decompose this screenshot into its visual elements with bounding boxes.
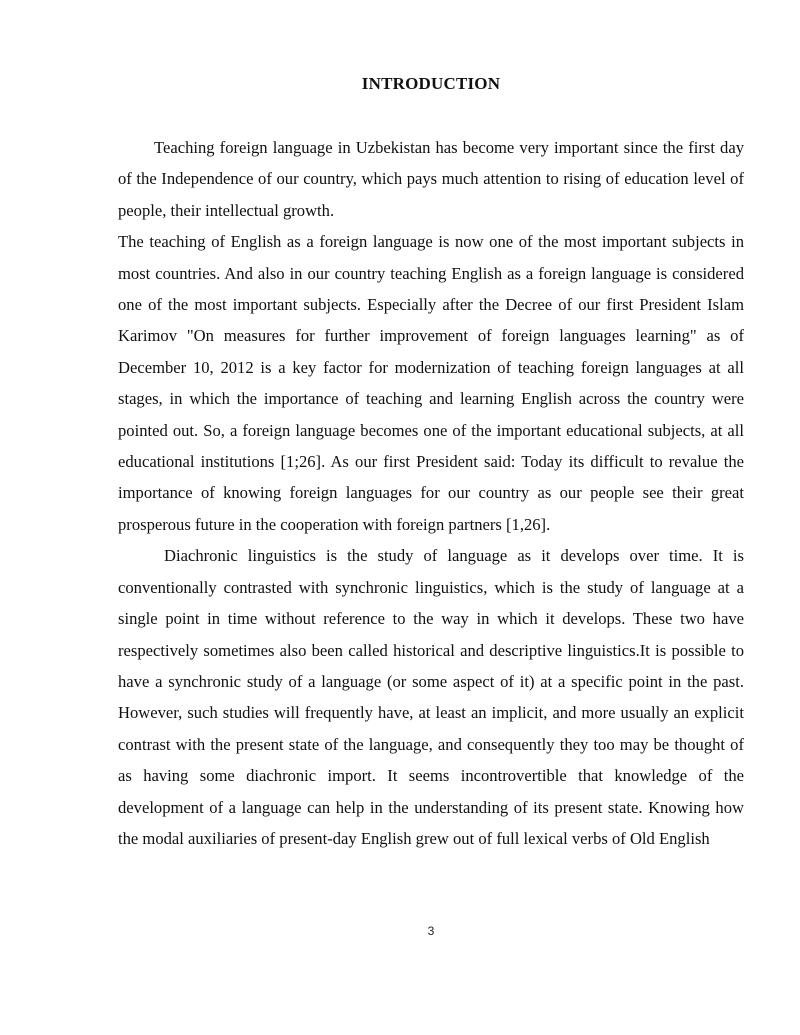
paragraph-intro: Teaching foreign language in Uzbekistan has become very important since the first day of the Independence of our country, which pays much attention to rising of education level of people, their intellectual growth. [118, 138, 744, 220]
page-number: 3 [427, 924, 435, 938]
page-title: INTRODUCTION [361, 74, 501, 93]
paragraph-diachronic-linguistics: Diachronic linguistics is the study of language as it develops over time. It is conventionally contrasted with synchronic linguistics, which is the study of language at a single point in time without reference to the way in which it develops. These two have respectively sometimes also been called historical and descriptive linguistics.It is possible to have a synchronic study of a language (or some aspect of it) at a specific point in the past. However, such studies will frequently have, at least an implicit, and more usually an explicit contrast with the present state of the language, and consequently they too may be thought of as having some diachronic import. It seems incontrovertible that knowledge of the development of a language can help in the understanding of its present state. Knowing how the modal auxiliaries of present-day English grew out of full lexical verbs of Old English [118, 546, 744, 848]
body-text [118, 132, 744, 854]
paragraph-english-teaching: The teaching of English as a foreign language is now one of the most important subjects in most countries. And also in our country teaching English as a foreign language is considered one of the most important subjects. Especially after the Decree of our first President Islam Karimov "On measures for further improvement of foreign languages learning" as of December 10, 2012 is a key factor for modernization of teaching foreign languages at all stages, in which the importance of teaching and learning English across the country were pointed out. So, a foreign language becomes one of the important educational subjects, at all educational institutions [1;26]. As our first President said: Today its difficult to revalue the importance of knowing foreign languages for our country as our people see their great prosperous future in the cooperation with foreign partners [1,26]. [118, 232, 744, 534]
